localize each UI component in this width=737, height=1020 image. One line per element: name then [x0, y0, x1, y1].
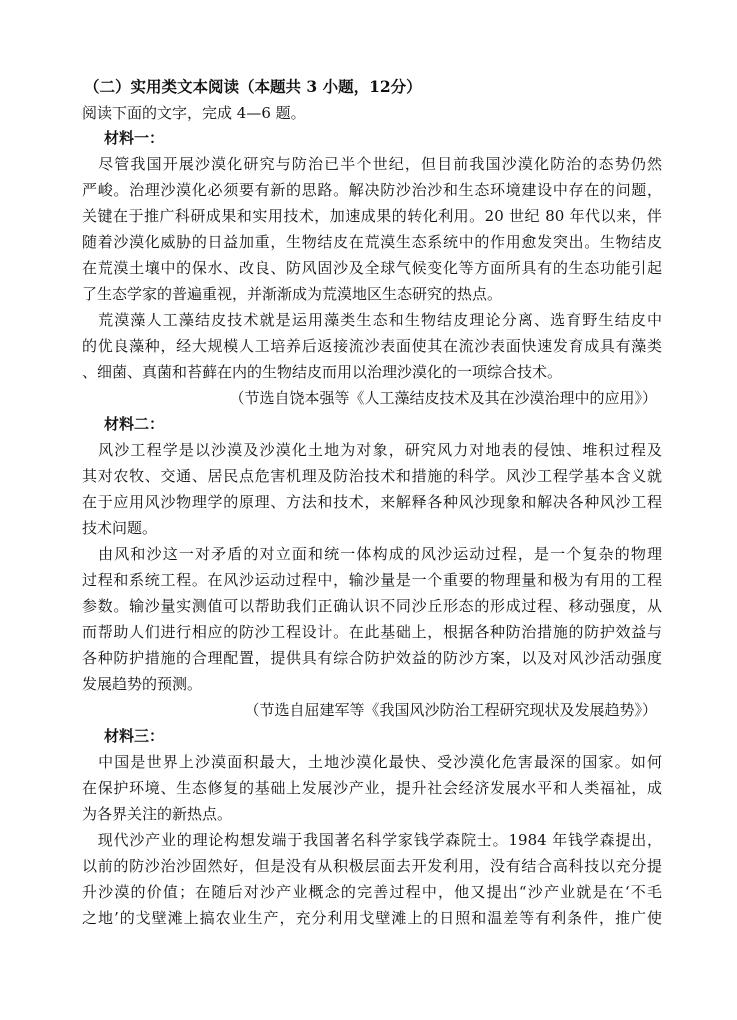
instruction-text: 阅读下面的文字，完成 4—6 题。 [82, 104, 306, 122]
source-citation: （节选自屈建军等《我国风沙防治工程研究现状及发展趋势》） [244, 701, 657, 719]
paragraph-line: 在于应用风沙物理学的原理、方法和技术，来解释各种风沙现象和解决各种风沙工程 [82, 493, 662, 511]
paragraph-line: 其对农牧、交通、居民点危害机理及防治技术和措施的科学。风沙工程学基本含义就 [82, 467, 662, 485]
paragraph-line: 发展趋势的预测。 [82, 675, 203, 693]
paragraph-line: 在荒漠土壤中的保水、改良、防风固沙及全球气候变化等方面所具有的生态功能引起 [82, 259, 662, 277]
paragraph-line: 技术问题。 [82, 519, 158, 537]
material2-heading: 材料二： [104, 415, 165, 433]
paragraph-line: 以前的防沙治沙固然好，但是没有从积极层面去开发利用，没有结合高科技以充分提 [82, 857, 662, 875]
paragraph-line: 在保护环境、生态修复的基础上发展沙产业，提升社会经济发展水平和人类福祉，成 [82, 779, 662, 797]
paragraph-line: 、细菌、真菌和苔藓在内的生物结皮而用以治理沙漠化的一项综合技术。 [82, 363, 563, 381]
paragraph-line: 由风和沙这一对矛盾的对立面和统一体构成的风沙运动过程，是一个复杂的物理 [82, 545, 662, 563]
paragraph-line: 参数。输沙量实测值可以帮助我们正确认识不同沙丘形态的形成过程、移动强度，从 [82, 597, 662, 615]
section-title: （二）实用类文本阅读（本题共 3 小题，12分） [84, 77, 422, 96]
paragraph-line: 各种防护措施的合理配置，提供具有综合防护效益的防沙方案，以及对风沙活动强度 [82, 649, 662, 667]
paragraph-line: 中国是世界上沙漠面积最大，土地沙漠化最快、受沙漠化危害最深的国家。如何 [82, 753, 662, 771]
paragraph-line: 关键在于推广科研成果和实用技术，加速成果的转化利用。20 世纪 80 年代以来，伴 [82, 207, 662, 225]
material3-heading: 材料三： [104, 727, 165, 745]
paragraph-line: 风沙工程学是以沙漠及沙漠化土地为对象，研究风力对地表的侵蚀、堆积过程及 [82, 441, 662, 459]
paragraph-line: 随着沙漠化威胁的日益加重，生物结皮在荒漠生态系统中的作用愈发突出。生物结皮 [82, 233, 662, 251]
paragraph-line: 严峻。治理沙漠化必须要有新的思路。解决防沙治沙和生态环境建设中存在的问题， [82, 181, 662, 199]
paragraph-line: 过程和系统工程。在风沙运动过程中，输沙量是一个重要的物理量和极为有用的工程 [82, 571, 662, 589]
paragraph-line: 升沙漠的价值；在随后对沙产业概念的完善过程中，他又提出“沙产业就是在‘不毛 [82, 883, 662, 901]
paragraph-line: 荒漠藻人工藻结皮技术就是运用藻类生态和生物结皮理论分离、选育野生结皮中 [82, 311, 662, 329]
paragraph-line: 现代沙产业的理论构想发端于我国著名科学家钱学森院士。1984 年钱学森提出， [82, 831, 662, 849]
paragraph-line: 尽管我国开展沙漠化研究与防治已半个世纪，但目前我国沙漠化防治的态势仍然 [82, 155, 662, 173]
paragraph-line: 的优良藻种，经大规模人工培养后返接流沙表面使其在流沙表面快速发育成具有藻类 [82, 337, 662, 355]
paragraph-line: 之地’的戈壁滩上搞农业生产，充分利用戈壁滩上的日照和温差等有利条件，推广使 [82, 909, 662, 927]
paragraph-line: 为各界关注的新热点。 [82, 805, 233, 823]
source-citation: （节选自饶本强等《人工藻结皮技术及其在沙漠治理中的应用》） [229, 389, 657, 407]
paragraph-line: 而帮助人们进行相应的防沙工程设计。在此基础上，根据各种防治措施的防护效益与 [82, 623, 662, 641]
paragraph-line: 了生态学家的普遍重视，并渐渐成为荒漠地区生态研究的热点。 [82, 285, 503, 303]
material1-heading: 材料一： [104, 129, 165, 147]
